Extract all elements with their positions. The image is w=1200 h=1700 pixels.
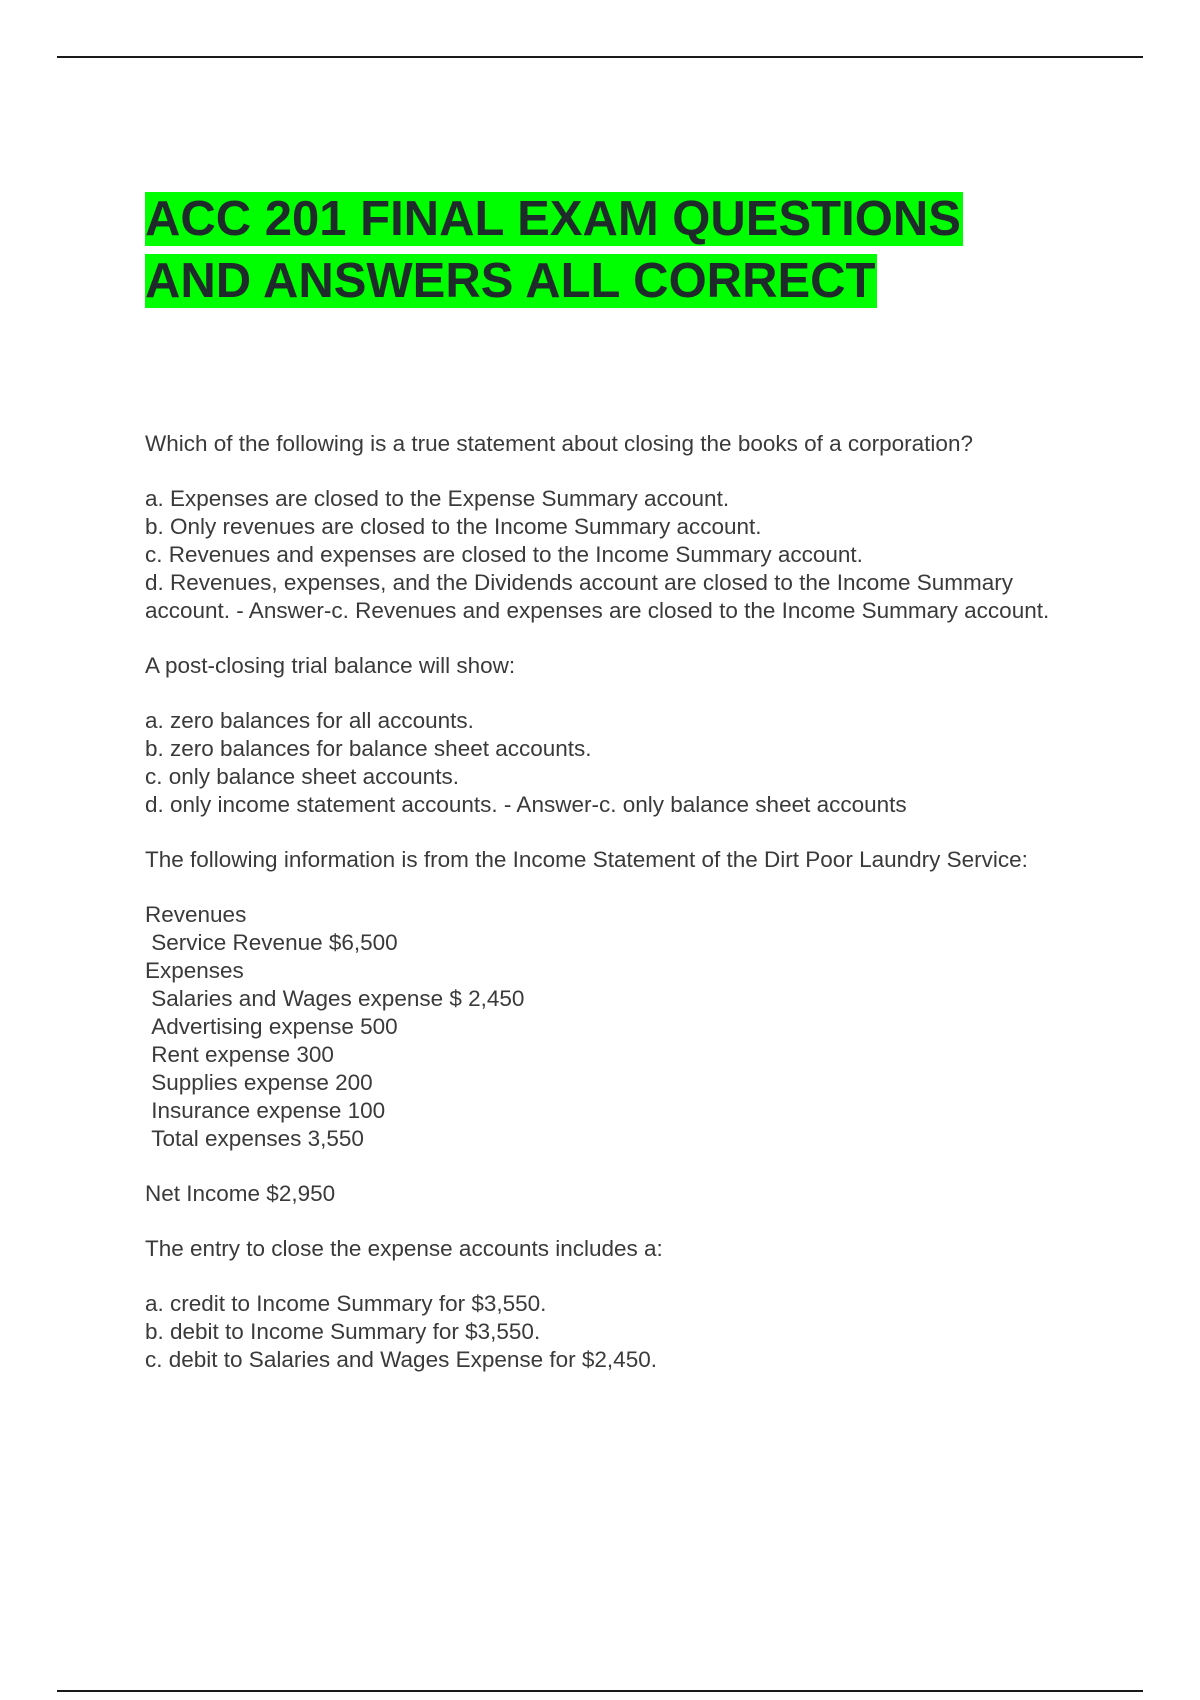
q1-question: Which of the following is a true statement about closing the books of a corporation? — [145, 431, 973, 456]
statement-line: Advertising expense 500 — [145, 1014, 398, 1039]
q2-option-c: c. only balance sheet accounts. — [145, 764, 459, 789]
title-line-2: AND ANSWERS ALL CORRECT — [145, 254, 876, 308]
q3-question: The entry to close the expense accounts includes a: — [145, 1236, 663, 1261]
q3-intro: The following information is from the Income Statement of the Dirt Poor Laundry Service: — [145, 847, 1028, 872]
document-title — [145, 188, 1105, 312]
q3-option-c: c. debit to Salaries and Wages Expense for $2,450. — [145, 1347, 657, 1372]
bottom-rule — [57, 1690, 1143, 1692]
top-rule — [57, 56, 1143, 58]
q3-option-a: a. credit to Income Summary for $3,550. — [145, 1291, 547, 1316]
net-income: Net Income $2,950 — [145, 1181, 336, 1206]
statement-line: Total expenses 3,550 — [145, 1126, 364, 1151]
title-line-1: ACC 201 FINAL EXAM QUESTIONS — [145, 192, 961, 246]
statement-line: Service Revenue $6,500 — [145, 930, 398, 955]
statement-line: Expenses — [145, 958, 244, 983]
statement-line: Supplies expense 200 — [145, 1070, 373, 1095]
statement-line: Salaries and Wages expense $ 2,450 — [145, 986, 525, 1011]
q2-option-a: a. zero balances for all accounts. — [145, 708, 474, 733]
statement-line: Revenues — [145, 902, 247, 927]
q2-option-b: b. zero balances for balance sheet accounts. — [145, 736, 592, 761]
q2-question: A post-closing trial balance will show: — [145, 653, 516, 678]
document-body — [145, 430, 1085, 1374]
q1-option-d-answer: d. Revenues, expenses, and the Dividends account are closed to the Income Summary account. - Answer-c. Revenues and expenses are closed to the Income Summary account. — [145, 570, 1050, 623]
q1-option-c: c. Revenues and expenses are closed to the Income Summary account. — [145, 542, 863, 567]
q3-option-b: b. debit to Income Summary for $3,550. — [145, 1319, 541, 1344]
q1-option-b: b. Only revenues are closed to the Income Summary account. — [145, 514, 762, 539]
statement-line: Rent expense 300 — [145, 1042, 334, 1067]
statement-line: Insurance expense 100 — [145, 1098, 386, 1123]
q2-option-d-answer: d. only income statement accounts. - Answer-c. only balance sheet accounts — [145, 792, 907, 817]
q1-option-a: a. Expenses are closed to the Expense Summary account. — [145, 486, 730, 511]
